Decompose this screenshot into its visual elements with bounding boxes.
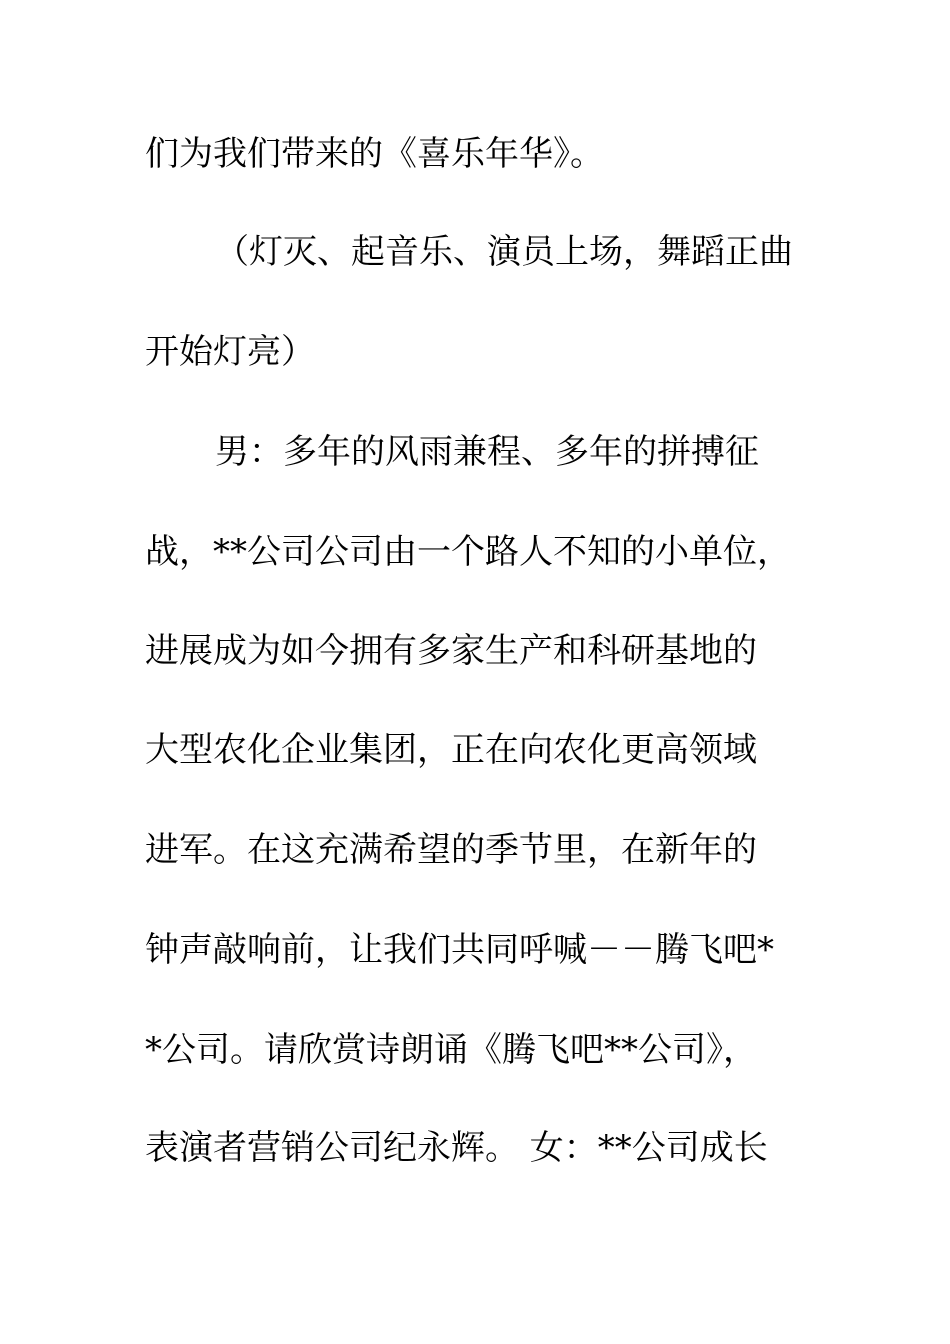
text-line-3: 开始灯亮） xyxy=(145,332,315,372)
text-line-1: 们为我们带来的《喜乐年华》。 xyxy=(145,134,604,174)
text-line-5: 战，**公司公司由一个路人不知的小单位， xyxy=(145,532,791,572)
text-line-10: *公司。请欣赏诗朗诵《腾飞吧**公司》， xyxy=(145,1030,757,1070)
text-line-2: （灯灭、起音乐、演员上场，舞蹈正曲 xyxy=(215,232,793,272)
text-line-8: 进军。在这充满希望的季节里，在新年的 xyxy=(145,830,757,870)
text-line-4: 男：多年的风雨兼程、多年的拼搏征 xyxy=(215,432,759,472)
text-line-6: 进展成为如今拥有多家生产和科研基地的 xyxy=(145,631,757,671)
text-line-9: 钟声敲响前，让我们共同呼喊－－腾飞吧* xyxy=(145,930,774,970)
text-line-11: 表演者营销公司纪永辉。 女：**公司成长 xyxy=(145,1128,768,1168)
text-line-7: 大型农化企业集团，正在向农化更高领域 xyxy=(145,730,757,770)
